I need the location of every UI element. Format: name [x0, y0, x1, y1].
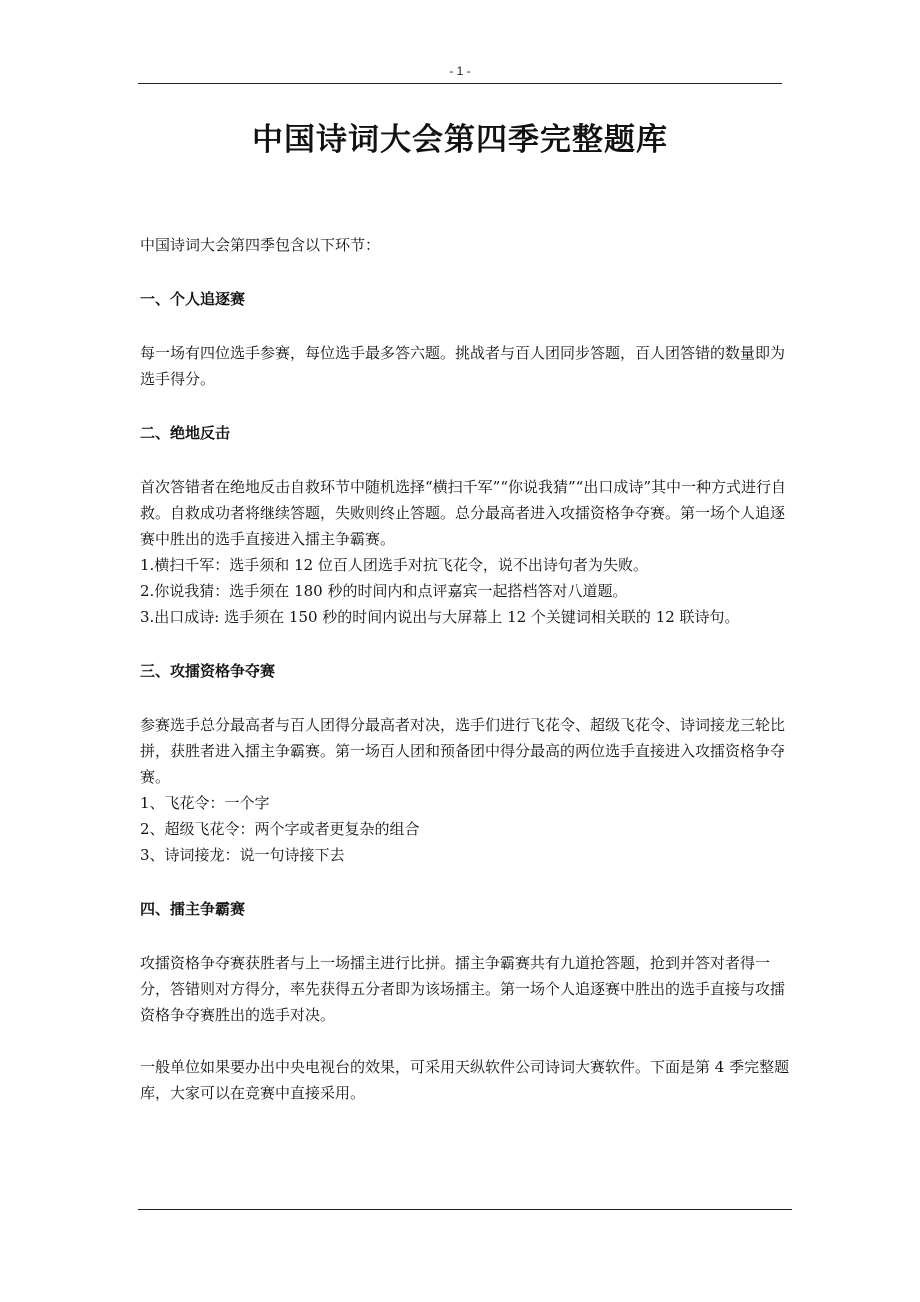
section-4-paragraph-1: 攻擂资格争夺赛获胜者与上一场擂主进行比拼。擂主争霸赛共有九道抢答题，抢到并答对者得一分，答错则对方得分，率先获得五分者即为该场擂主。第一场个人追逐赛中胜出的选手直接与攻擂资格争夺赛胜出的选手对决。 [140, 954, 786, 1024]
section-2-item-3: 3.出口成诗: 选手须在 150 秒的时间内说出与大屏幕上 12 个关键词相关联的 12 联诗句。 [140, 608, 740, 626]
document-title: 中国诗词大会第四季完整题库 [252, 122, 668, 158]
section-3-paragraph: 参赛选手总分最高者与百人团得分最高者对决，选手们进行飞花令、超级飞花令、诗词接龙三轮比拼，获胜者进入擂主争霸赛。第一场百人团和预备团中得分最高的两位选手直接进入攻擂资格争夺赛。 [140, 716, 786, 786]
section-heading-3: 三、攻擂资格争夺赛 [140, 662, 276, 680]
page-number: - 1 - [449, 64, 471, 78]
section-3-item-3: 3、诗词接龙：说一句诗接下去 [140, 846, 345, 864]
section-heading-4: 四、擂主争霸赛 [140, 900, 246, 918]
section-heading-2: 二、绝地反击 [140, 424, 231, 442]
intro-paragraph: 中国诗词大会第四季包含以下环节： [140, 236, 381, 254]
document-body [140, 232, 790, 1106]
section-4-paragraph-2: 一般单位如果要办出中央电视台的效果，可采用天纵软件公司诗词大赛软件。下面是第 4 季完整题库，大家可以在竞赛中直接采用。 [140, 1058, 790, 1102]
section-1-paragraph: 每一场有四位选手参赛，每位选手最多答六题。挑战者与百人团同步答题，百人团答错的数量即为选手得分。 [140, 344, 786, 388]
section-2-item-1: 1.横扫千军：选手须和 12 位百人团选手对抗飞花令，说不出诗句者为失败。 [140, 556, 648, 574]
section-2-paragraph: 首次答错者在绝地反击自救环节中随机选择“横扫千军”“你说我猜”“出口成诗”其中一种方式进行自救。自救成功者将继续答题，失败则终止答题。总分最高者进入攻擂资格争夺赛。第一场个人追逐赛中胜出的选手直接进入擂主争霸赛。 [140, 478, 787, 548]
header-divider [138, 83, 782, 84]
footer-divider [138, 1209, 792, 1210]
section-2-item-2: 2.你说我猜：选手须在 180 秒的时间内和点评嘉宾一起搭档答对八道题。 [140, 582, 628, 600]
section-3-item-2: 2、超级飞花令：两个字或者更复杂的组合 [140, 820, 420, 838]
section-heading-1: 一、个人追逐赛 [140, 290, 246, 308]
section-3-item-1: 1、飞花令：一个字 [140, 794, 270, 812]
